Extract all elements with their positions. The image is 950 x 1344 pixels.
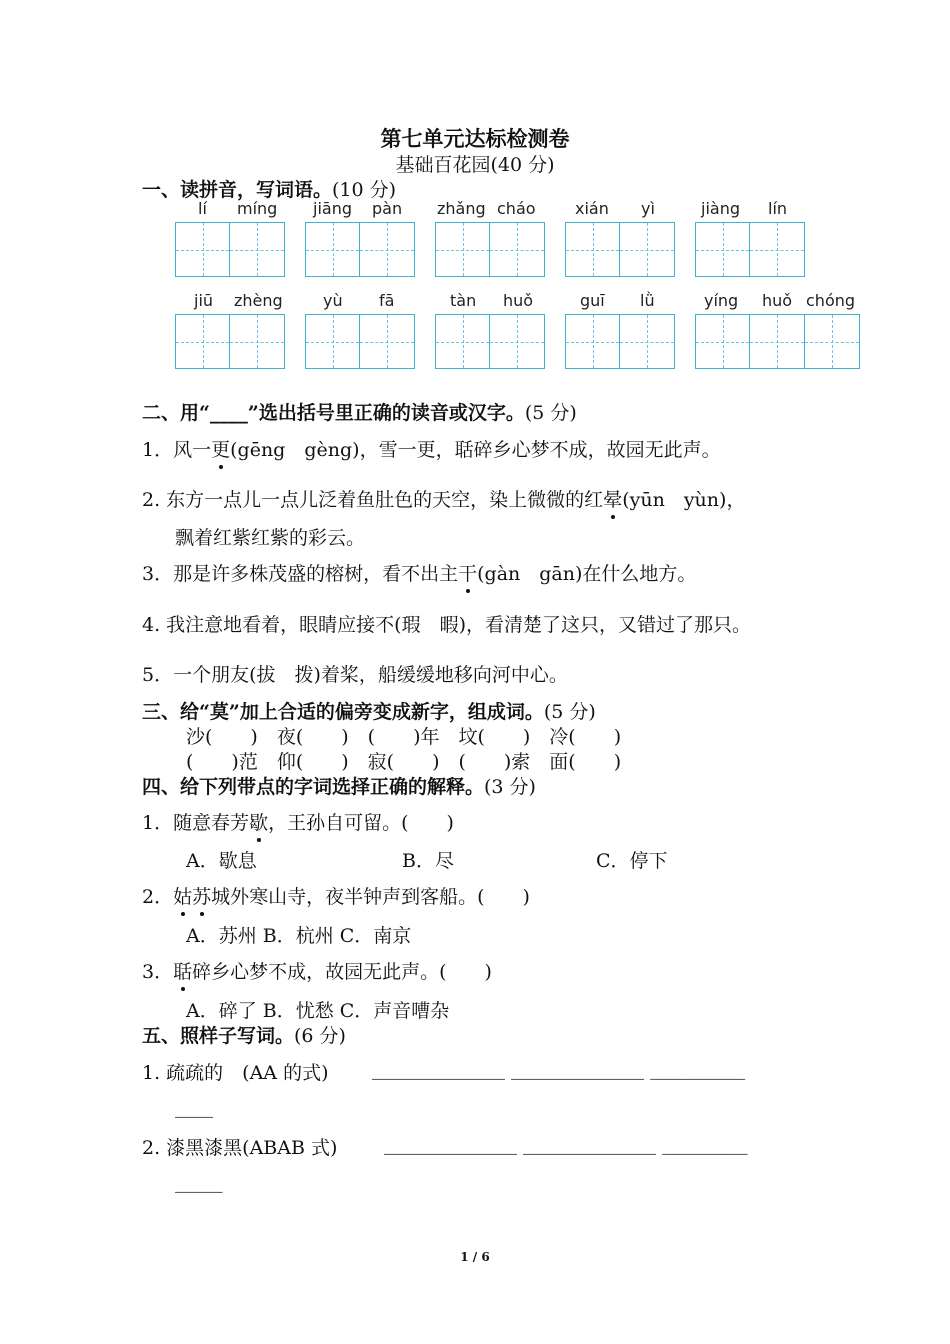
- writing-grid[interactable]: [175, 222, 285, 277]
- grid-cell[interactable]: [490, 222, 545, 277]
- option-c[interactable]: C．停下: [596, 850, 668, 872]
- page-subtitle: 基础百花园(40 分): [395, 154, 555, 176]
- pinyin: xián: [575, 199, 609, 218]
- writing-grid[interactable]: [175, 314, 285, 369]
- dotted-char: 聒: [173, 957, 192, 984]
- section-3-line-1: 沙( ) 夜( ) ( )年 坟( ) 冷( ): [186, 726, 622, 748]
- pinyin: cháo: [497, 199, 536, 218]
- grid-cell[interactable]: [565, 314, 620, 369]
- question-4-1: 1．随意春芳歇，王孙自可留。( ): [142, 808, 454, 835]
- pinyin: yíng: [704, 291, 739, 310]
- answer-blanks[interactable]: ______________ ______________ __________: [372, 1058, 746, 1080]
- pinyin: jiāng: [313, 199, 352, 218]
- answer-blank-cont[interactable]: _____: [175, 1171, 223, 1193]
- pinyin: jiū: [194, 291, 214, 310]
- options[interactable]: A．碎了 B．忧愁 C．声音嘈杂: [186, 1000, 450, 1022]
- answer-blank-cont[interactable]: ____: [175, 1096, 213, 1118]
- options[interactable]: A．苏州 B．杭州 C．南京: [186, 925, 412, 947]
- pinyin: pàn: [372, 199, 403, 218]
- dotted-char: 干: [458, 559, 477, 586]
- question-4-2: 2．姑苏城外寒山寺，夜半钟声到客船。( ): [142, 882, 530, 909]
- writing-grid[interactable]: [305, 314, 415, 369]
- section-3-heading: 三、给“莫”加上合适的偏旁变成新字，组成词。(5 分): [142, 701, 596, 723]
- section-5-heading: 五、照样子写词。(6 分): [142, 1025, 346, 1047]
- answer-blanks[interactable]: ______________ ______________ _________: [384, 1133, 748, 1155]
- question-5-2: 2. 漆黑漆黑(ABAB 式): [142, 1137, 338, 1159]
- section-2-heading: 二、用“____”选出括号里正确的读音或汉字。(5 分): [142, 402, 577, 424]
- pinyin: huǒ: [503, 291, 534, 310]
- dotted-char: 更: [211, 435, 230, 462]
- pinyin: yù: [323, 291, 343, 310]
- grid-cell[interactable]: [305, 314, 360, 369]
- writing-grid[interactable]: [305, 222, 415, 277]
- grid-cell[interactable]: [620, 314, 675, 369]
- grid-cell[interactable]: [360, 222, 415, 277]
- writing-grid[interactable]: [695, 222, 805, 277]
- question-4-3: 3．聒碎乡心梦不成，故园无此声。( ): [142, 957, 492, 984]
- grid-cell[interactable]: [230, 314, 285, 369]
- option-b[interactable]: B．尽: [402, 850, 454, 872]
- grid-cell[interactable]: [490, 314, 545, 369]
- section-4-heading: 四、给下列带点的字词选择正确的解释。(3 分): [142, 776, 536, 798]
- pinyin: tàn: [450, 291, 477, 310]
- grid-cell[interactable]: [565, 222, 620, 277]
- dotted-char: 姑: [173, 882, 192, 909]
- pinyin: lín: [768, 199, 788, 218]
- grid-cell[interactable]: [435, 314, 490, 369]
- section-1-heading: 一、读拼音，写词语。(10 分): [142, 179, 397, 201]
- grid-cell[interactable]: [620, 222, 675, 277]
- grid-cell[interactable]: [750, 222, 805, 277]
- pinyin: huǒ: [762, 291, 793, 310]
- pinyin: chóng: [806, 291, 856, 310]
- page-number: 1 / 6: [460, 1250, 490, 1264]
- pinyin: zhǎng: [437, 199, 486, 218]
- writing-grid[interactable]: [435, 314, 545, 369]
- grid-cell[interactable]: [435, 222, 490, 277]
- pinyin: guī: [580, 291, 605, 310]
- pinyin: yì: [641, 199, 655, 218]
- grid-cell[interactable]: [360, 314, 415, 369]
- grid-cell[interactable]: [695, 314, 750, 369]
- question-2-3: 3．那是许多株茂盛的榕树，看不出主干(gàn gān)在什么地方。: [142, 559, 696, 586]
- section-3-line-2: ( )范 仰( ) 寂( ) ( )索 面( ): [186, 751, 622, 773]
- question-2-1: 1．风一更(gēng gèng)，雪一更，聒碎乡心梦不成，故园无此声。: [142, 435, 721, 462]
- pinyin: lǜ: [640, 291, 655, 310]
- writing-grid[interactable]: [565, 222, 675, 277]
- dotted-char: 苏: [192, 882, 211, 909]
- writing-grid[interactable]: [435, 222, 545, 277]
- writing-grid[interactable]: [565, 314, 675, 369]
- grid-cell[interactable]: [230, 222, 285, 277]
- dotted-char: 晕: [603, 485, 622, 512]
- grid-cell[interactable]: [305, 222, 360, 277]
- option-a[interactable]: A．歇息: [186, 850, 257, 872]
- grid-cell[interactable]: [175, 222, 230, 277]
- grid-cell[interactable]: [695, 222, 750, 277]
- question-2-2-line2: 飘着红紫红紫的彩云。: [175, 527, 366, 549]
- grid-cell[interactable]: [805, 314, 860, 369]
- question-5-1: 1. 疏疏的 (AA 的式): [142, 1062, 329, 1084]
- pinyin: lí: [198, 199, 207, 218]
- question-2-4: 4. 我注意地看着，眼睛应接不(瑕 暇)，看清楚了这只，又错过了那只。: [142, 614, 751, 636]
- grid-cell[interactable]: [175, 314, 230, 369]
- question-2-2: 2. 东方一点儿一点儿泛着鱼肚色的天空，染上微微的红晕(yūn yùn)，: [142, 485, 745, 512]
- pinyin: jiàng: [701, 199, 740, 218]
- pinyin: zhèng: [234, 291, 283, 310]
- page-title: 第七单元达标检测卷: [380, 126, 570, 151]
- writing-grid[interactable]: [695, 314, 860, 369]
- dotted-char: 歇: [249, 808, 268, 835]
- grid-cell[interactable]: [750, 314, 805, 369]
- question-2-5: 5．一个朋友(拔 拨)着桨，船缓缓地移向河中心。: [142, 664, 568, 686]
- pinyin: míng: [237, 199, 278, 218]
- pinyin: fā: [379, 291, 395, 310]
